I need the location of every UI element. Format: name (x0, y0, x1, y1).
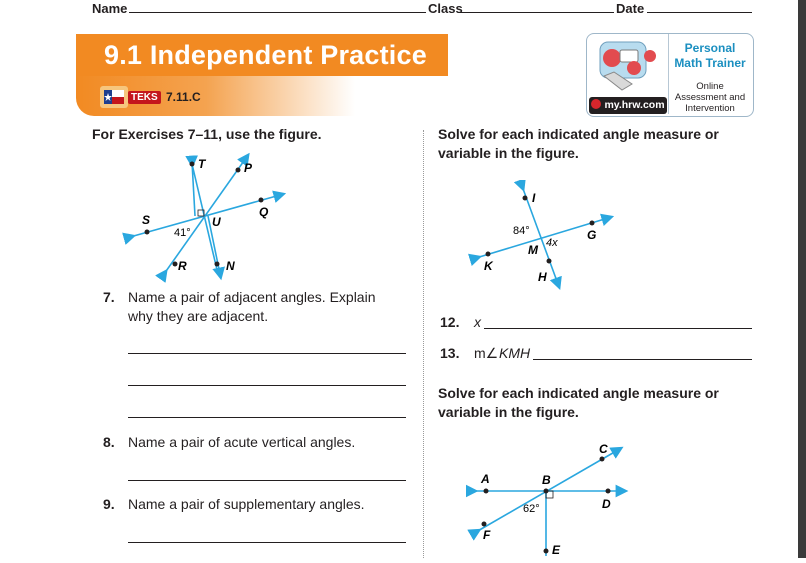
left-heading: For Exercises 7–11, use the figure. (92, 126, 322, 142)
figure-angle-kmh (468, 180, 628, 290)
teks-badge: TEKS (128, 91, 161, 104)
date-blank-line[interactable] (647, 12, 752, 13)
label-r: R (178, 259, 187, 273)
q8-line1: Name a pair of acute vertical angles. (128, 434, 356, 450)
label-a: A (481, 472, 490, 486)
trainer-title-line1: Personal (684, 41, 736, 55)
label-s: S (142, 213, 151, 227)
trainer-title (670, 41, 750, 71)
q7-answer-line-3[interactable] (128, 417, 406, 418)
q13-variable: KMH (499, 345, 531, 361)
label-p: P (244, 161, 253, 175)
name-label: Name (92, 1, 128, 16)
page-edge (798, 0, 806, 558)
label-i: I (532, 191, 536, 205)
section-title: 9.1 Independent Practice (104, 40, 427, 70)
label-c: C (599, 442, 608, 456)
right-heading-2 (438, 384, 719, 422)
label-m: M (528, 243, 538, 257)
q9-line1: Name a pair of supplementary angles. (128, 496, 365, 512)
label-d: D (602, 497, 611, 511)
right-heading-2-line2: variable in the figure. (438, 404, 579, 420)
q7-line2: why they are adjacent. (128, 308, 269, 324)
class-blank-line[interactable] (459, 12, 614, 13)
online-icon (591, 99, 601, 109)
right-heading-1 (438, 125, 719, 163)
label-b: B (542, 473, 551, 487)
q9-number: 9. (103, 496, 115, 512)
trainer-sub-line1: Online (696, 81, 724, 92)
label-t: T (198, 157, 206, 171)
label-n: N (226, 259, 235, 273)
label-q: Q (259, 205, 269, 219)
trainer-divider (668, 34, 669, 114)
figure-angle-abd (466, 438, 636, 558)
q13-answer-line[interactable] (533, 359, 752, 360)
name-blank-line[interactable] (129, 12, 426, 13)
right-heading-2-line1: Solve for each indicated angle measure or (438, 385, 719, 401)
column-divider (423, 130, 424, 558)
teks-code: 7.11.C (166, 90, 201, 104)
angle-62: 62° (523, 503, 540, 515)
q9-answer-line[interactable] (128, 542, 406, 543)
q12-variable: x (474, 314, 481, 330)
label-h: H (538, 270, 547, 284)
right-heading-1-line1: Solve for each indicated angle measure or (438, 126, 719, 142)
hrw-site: my.hrw.com (604, 99, 665, 111)
texas-flag-icon (100, 86, 128, 108)
q8-number: 8. (103, 434, 115, 450)
label-k: K (484, 259, 493, 273)
q8-answer-line[interactable] (128, 480, 406, 481)
expr-4x: 4x (546, 237, 558, 249)
label-e: E (552, 543, 561, 557)
hrw-link[interactable] (589, 97, 667, 114)
q7-answer-line-1[interactable] (128, 353, 406, 354)
trainer-sub-line3: Intervention (685, 103, 735, 114)
q12-answer-line[interactable] (484, 328, 752, 329)
class-label: Class (428, 1, 463, 16)
q12-number: 12. (440, 314, 460, 330)
trainer-sub-line2: Assessment and (674, 92, 746, 103)
q13-number: 13. (440, 345, 460, 361)
q7-answer-line-2[interactable] (128, 385, 406, 386)
q13-prefix: m∠ (474, 345, 499, 361)
label-g: G (587, 228, 597, 242)
angle-84: 84° (513, 225, 530, 237)
q7-number: 7. (103, 289, 115, 305)
right-heading-1-line2: variable in the figure. (438, 145, 579, 161)
trainer-subtitle (670, 81, 750, 114)
figure-intersecting-lines (120, 144, 420, 284)
angle-41: 41° (174, 227, 191, 239)
q7-line1: Name a pair of adjacent angles. Explain (128, 289, 376, 305)
date-label: Date (616, 1, 645, 16)
trainer-title-line2: Math Trainer (674, 56, 746, 70)
label-u: U (212, 215, 221, 229)
math-trainer-icon (592, 36, 664, 96)
label-f: F (483, 528, 491, 542)
